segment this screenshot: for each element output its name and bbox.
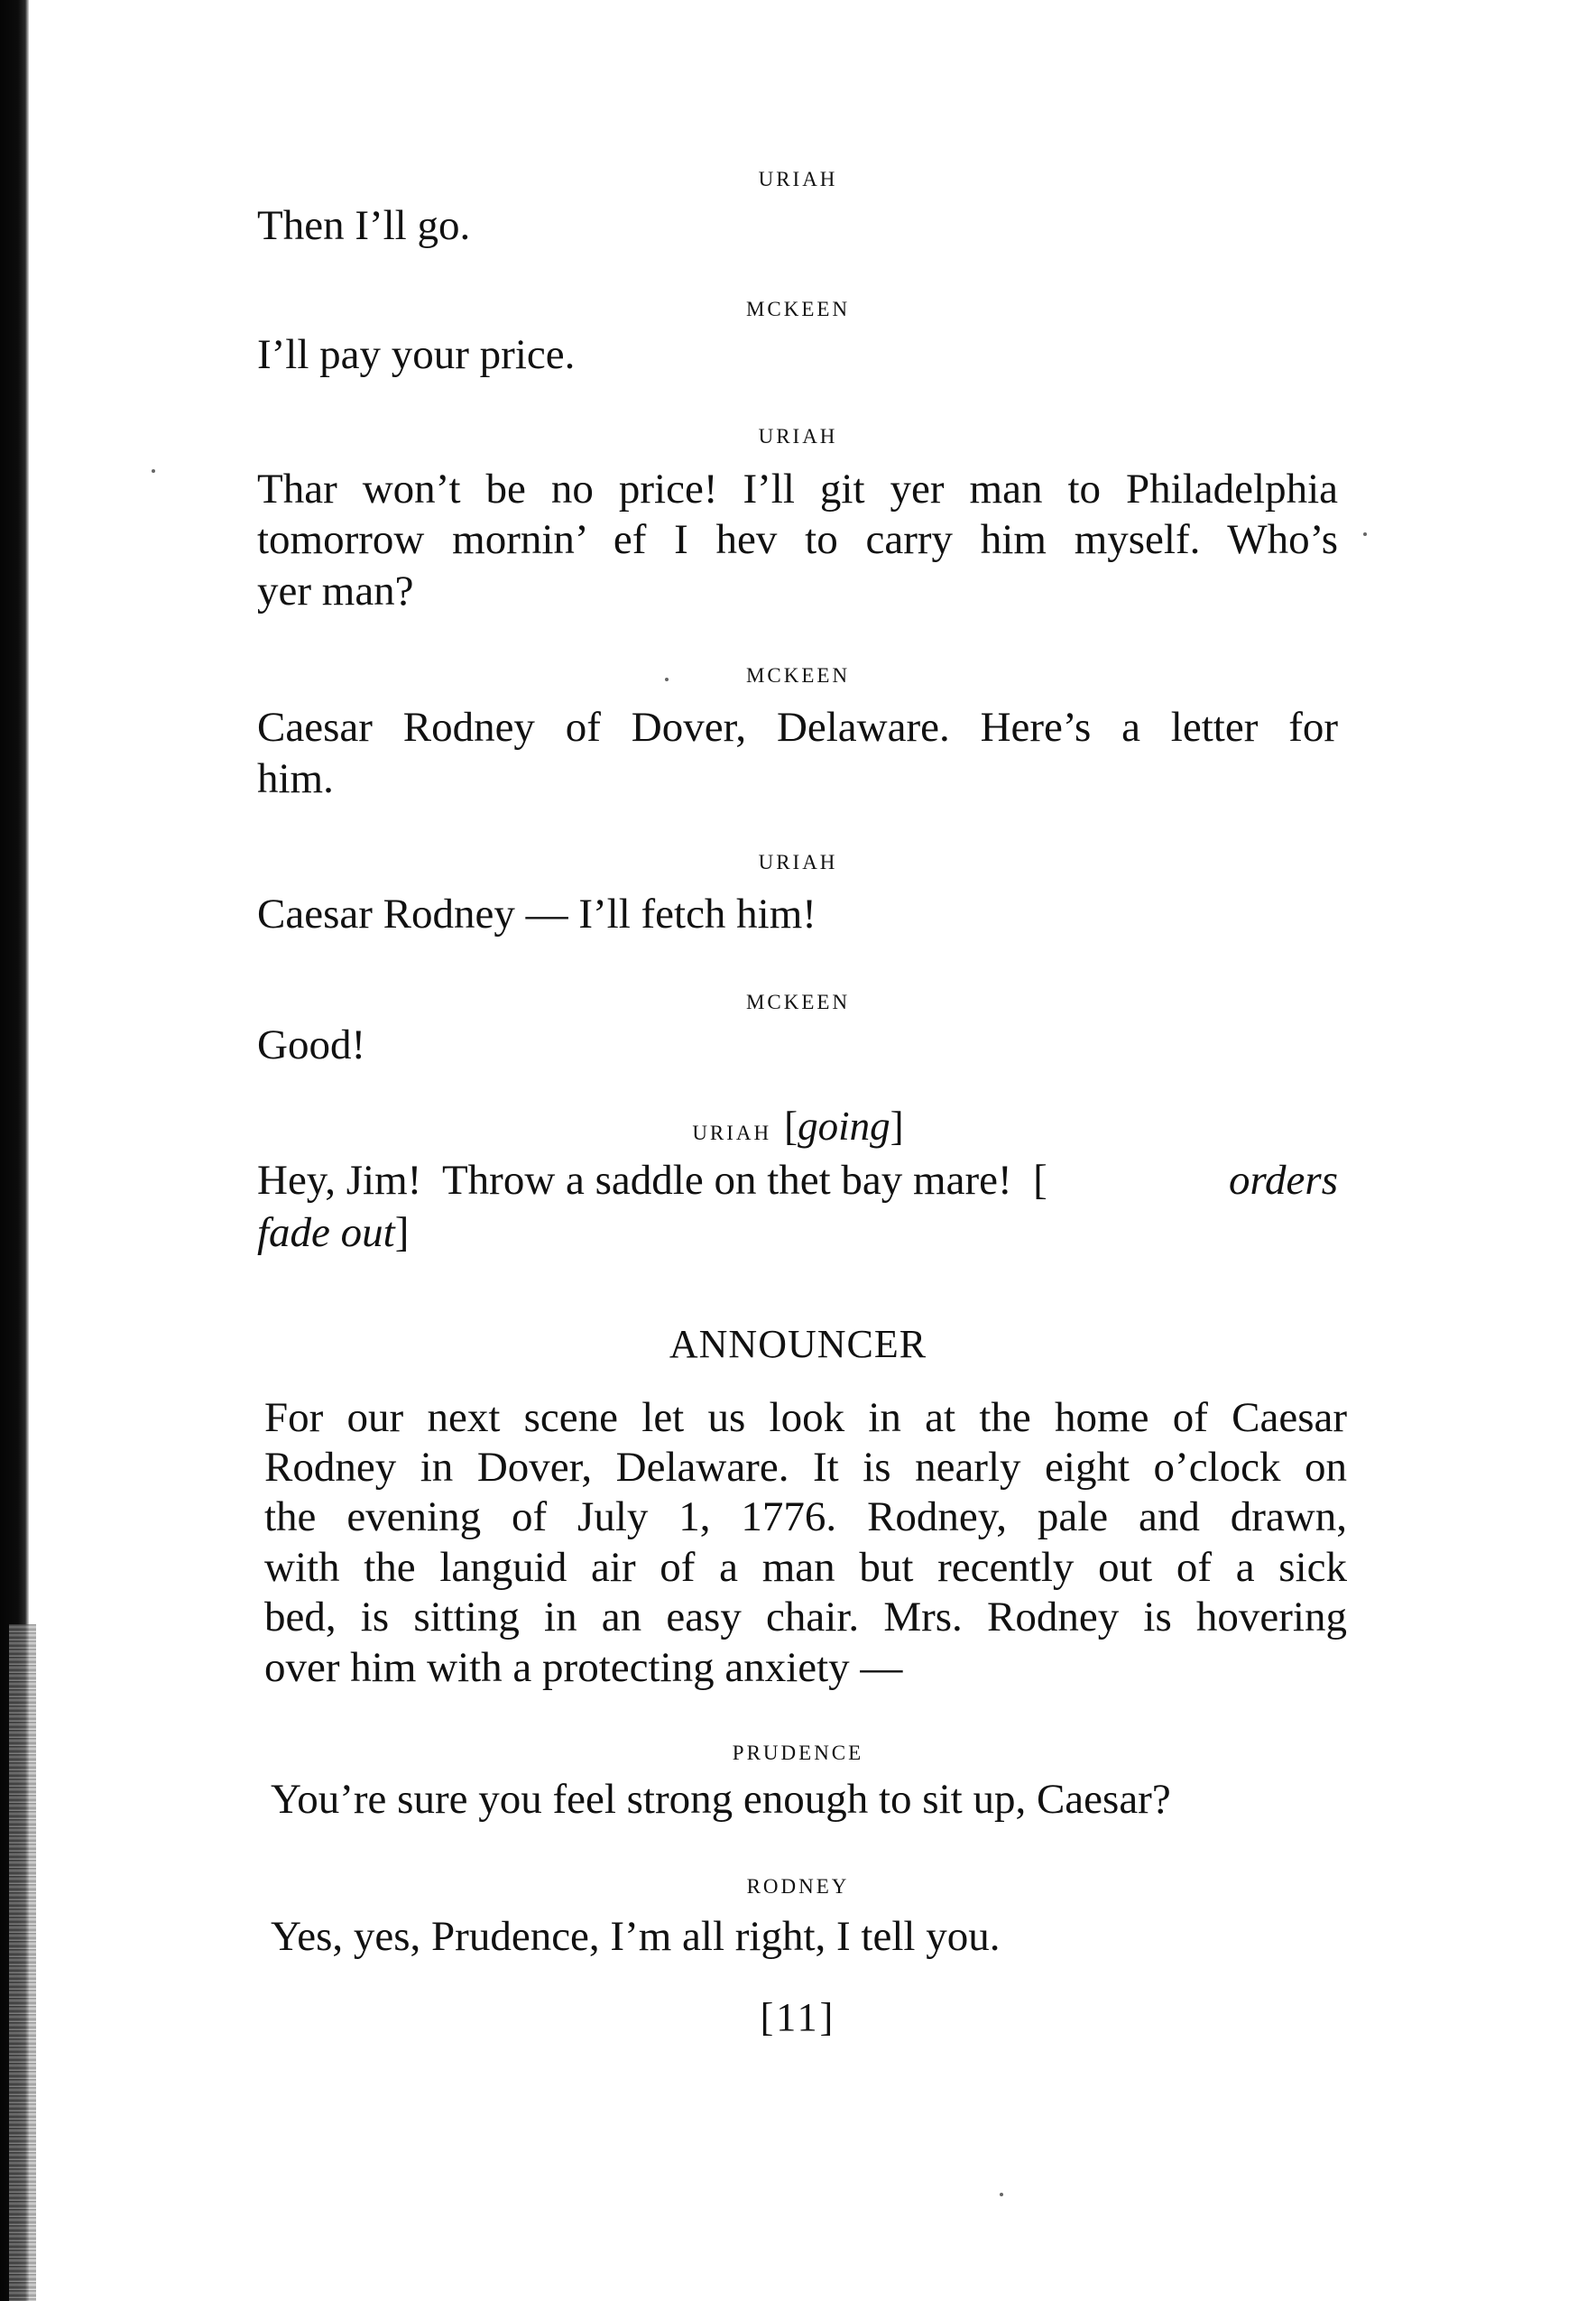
dialogue-line: Then I’ll go. [257, 202, 471, 249]
dialogue-line: Yes, yes, Prudence, I’m all right, I tell you. [271, 1913, 1001, 1960]
speaker-mckeen: mckeen [745, 984, 851, 1016]
line-text: Caesar Rodney of Dover, Delaware. Here’s a letter for [257, 704, 1338, 751]
paragraph-line: over him with a protecting anxiety — [264, 1644, 903, 1691]
dialogue-line: him. [257, 755, 334, 802]
speck [152, 469, 155, 473]
paragraph-line [264, 1543, 1347, 1592]
dialogue-line [257, 515, 1338, 564]
paragraph-line [264, 1443, 1347, 1492]
paragraph-line [264, 1593, 1347, 1641]
bracket-close: ] [890, 1104, 904, 1149]
stage-direction-italic: fade out [257, 1209, 395, 1256]
paragraph-line [264, 1492, 1347, 1541]
dialogue-line [257, 1156, 1338, 1205]
line-text: bed, is sitting in an easy chair. Mrs. Rodney is hovering [264, 1594, 1347, 1640]
speaker-mckeen: mckeen [745, 657, 851, 689]
dialogue-line [257, 703, 1338, 752]
paragraph-line [264, 1393, 1347, 1442]
speaker-name: uriah [692, 1114, 772, 1147]
dialogue-line: I’ll pay your price. [257, 331, 576, 378]
speaker-rodney: rodney [746, 1868, 850, 1900]
dialogue-line: yer man? [257, 568, 414, 615]
line-text: Hey, Jim! Throw a saddle on thet bay mare! [ [257, 1157, 1047, 1204]
stage-direction: going [798, 1104, 890, 1149]
speck [1000, 2193, 1003, 2196]
speaker-uriah: uriah [758, 161, 838, 193]
speaker-prudence: prudence [732, 1734, 864, 1767]
bracket-close: ] [394, 1209, 410, 1256]
announcer-heading: ANNOUNCER [669, 1322, 927, 1366]
line-text: the evening of July 1, 1776. Rodney, pale and drawn, [264, 1493, 1347, 1540]
speaker-uriah-going [0, 1103, 1596, 1150]
speaker-mckeen: mckeen [745, 291, 851, 323]
speck [1363, 532, 1367, 536]
dialogue-line: Caesar Rodney — I’ll fetch him! [257, 891, 816, 938]
dialogue-line [257, 465, 1338, 513]
line-text: For our next scene let us look in at the home of Caesar [264, 1394, 1347, 1441]
binding-shadow [9, 1624, 36, 2301]
page-number: [11] [760, 1995, 836, 2039]
dialogue-line: You’re sure you feel strong enough to sit up, Caesar? [271, 1776, 1171, 1823]
line-text: tomorrow mornin’ ef I hev to carry him myself. Who’s [257, 516, 1338, 563]
line-text: Thar won’t be no price! I’ll git yer man to Philadelphia [257, 466, 1338, 513]
line-text: Rodney in Dover, Delaware. It is nearly eight o’clock on [264, 1444, 1347, 1491]
speaker-uriah: uriah [758, 844, 838, 876]
dialogue-line [257, 1207, 1340, 1258]
line-text: with the languid air of a man but recently out of a sick [264, 1544, 1347, 1591]
bracket-open: [ [784, 1104, 798, 1149]
speaker-uriah: uriah [758, 418, 838, 450]
stage-direction-italic: orders [1229, 1157, 1338, 1204]
dialogue-line: Good! [257, 1021, 366, 1068]
